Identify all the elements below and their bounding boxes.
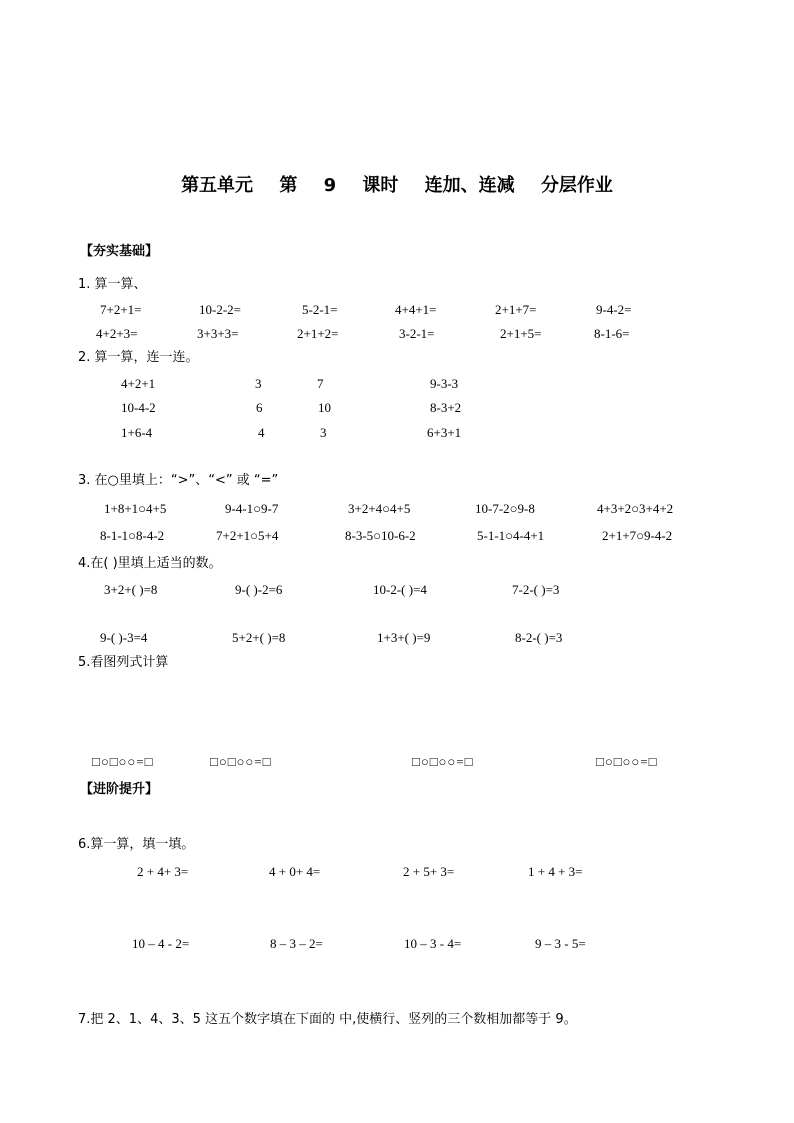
q2-mid2-1: 7: [317, 376, 324, 391]
q6-r2-c4: 9 – 3 - 5=: [535, 936, 586, 951]
q5-formula-4: □○□○○=□: [596, 754, 658, 769]
q3-r1-c3: 3+2+4○4+5: [348, 501, 411, 516]
q2-mid1-1: 3: [255, 376, 262, 391]
q6-r1-c1: 2 + 4+ 3=: [137, 864, 189, 879]
q6-r2-c3: 10 – 3 - 4=: [404, 936, 462, 951]
q2-mid2-2: 10: [318, 400, 331, 415]
q4-r2-c2: 5+2+( )=8: [232, 630, 286, 645]
q3-r1-c5: 4+3+2○3+4+2: [597, 501, 674, 516]
q6-r2-c1: 10 – 4 - 2=: [132, 936, 190, 951]
q1-r1-c3: 5-2-1=: [302, 302, 338, 317]
q6-r2-c2: 8 – 3 – 2=: [270, 936, 323, 951]
q2-right-3: 6+3+1: [427, 425, 462, 440]
q4-r2-c4: 8-2-( )=3: [515, 630, 563, 645]
q3-r1-c4: 10-7-2○9-8: [475, 501, 535, 516]
section-basic-heading: 【夯实基础】: [80, 244, 159, 259]
q6-r1-c4: 1 + 4 + 3=: [528, 864, 583, 879]
q1-label: 1. 算一算、: [78, 277, 147, 292]
q2-mid1-2: 6: [256, 400, 263, 415]
q2-mid1-3: 4: [258, 425, 265, 440]
q1-r1-c4: 4+4+1=: [395, 302, 437, 317]
section-advanced-heading: 【进阶提升】: [80, 782, 159, 797]
q1-r1-c1: 7+2+1=: [100, 302, 142, 317]
q3-label: 3. 在○里填上：“>”、“<” 或 “=”: [78, 473, 279, 488]
q2-left-2: 10-4-2: [121, 400, 156, 415]
q4-r1-c4: 7-2-( )=3: [512, 582, 560, 597]
q2-right-1: 9-3-3: [430, 376, 459, 391]
q2-mid2-3: 3: [320, 425, 327, 440]
q2-left-1: 4+2+1: [121, 376, 156, 391]
q1-r2-c6: 8-1-6=: [594, 326, 630, 341]
q7-label: 7.把 2、1、4、3、5 这五个数字填在下面的 中,使横行、竖列的三个数相加都等于 9。: [78, 1012, 577, 1027]
q1-r2-c1: 4+2+3=: [96, 326, 138, 341]
q3-r2-c1: 8-1-1○8-4-2: [100, 528, 165, 543]
q4-r1-c3: 10-2-( )=4: [373, 582, 427, 597]
q4-r2-c1: 9-( )-3=4: [100, 630, 148, 645]
q6-r1-c3: 2 + 5+ 3=: [403, 864, 455, 879]
q1-r2-c5: 2+1+5=: [500, 326, 542, 341]
q3-r2-c2: 7+2+1○5+4: [216, 528, 279, 543]
q4-r2-c3: 1+3+( )=9: [377, 630, 431, 645]
q5-formula-1: □○□○○=□: [92, 754, 154, 769]
q1-r2-c3: 2+1+2=: [297, 326, 339, 341]
page-title: 第五单元 第 9 课时 连加、连减 分层作业: [181, 175, 613, 196]
q1-r1-c5: 2+1+7=: [495, 302, 537, 317]
q4-label: 4.在( )里填上适当的数。: [78, 556, 222, 571]
q1-r2-c2: 3+3+3=: [197, 326, 239, 341]
q6-label: 6.算一算，填一填。: [78, 837, 195, 852]
q1-r1-c6: 9-4-2=: [596, 302, 632, 317]
q6-r1-c2: 4 + 0+ 4=: [269, 864, 321, 879]
q3-r2-c3: 8-3-5○10-6-2: [345, 528, 416, 543]
q4-r1-c1: 3+2+( )=8: [104, 582, 158, 597]
q3-r2-c5: 2+1+7○9-4-2: [602, 528, 673, 543]
q5-formula-2: □○□○○=□: [210, 754, 272, 769]
q1-r2-c4: 3-2-1=: [399, 326, 435, 341]
q3-r1-c1: 1+8+1○4+5: [104, 501, 167, 516]
q5-label: 5.看图列式计算: [78, 655, 169, 670]
q5-formula-3: □○□○○=□: [412, 754, 474, 769]
q3-r1-c2: 9-4-1○9-7: [225, 501, 279, 516]
q4-r1-c2: 9-( )-2=6: [235, 582, 283, 597]
q2-right-2: 8-3+2: [430, 400, 462, 415]
q2-left-3: 1+6-4: [121, 425, 153, 440]
q3-r2-c4: 5-1-1○4-4+1: [477, 528, 545, 543]
q1-r1-c2: 10-2-2=: [199, 302, 241, 317]
q2-label: 2. 算一算，连一连。: [78, 350, 199, 365]
